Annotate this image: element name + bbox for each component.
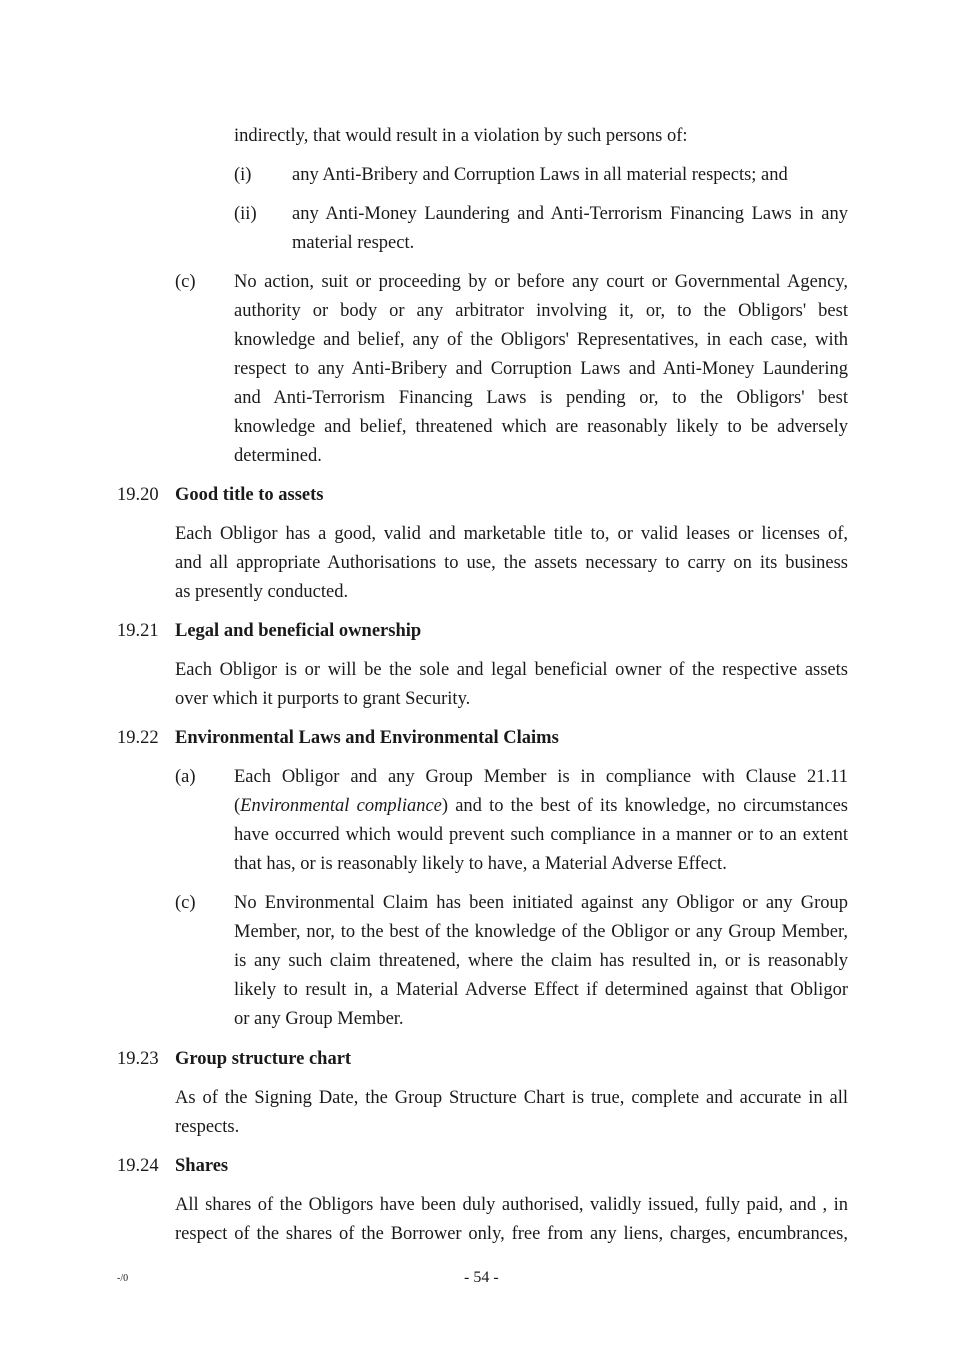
sub-item-label: (i) [234,165,252,185]
section-heading: Environmental Laws and Environmental Claims [175,728,559,748]
section-number: 19.23 [117,1049,159,1069]
paragraph-text: Each Obligor and any Group Member is in compliance with Clause 21.11 [234,767,848,787]
paragraph-text: determined. [234,446,322,466]
section-text: and all appropriate Authorisations to use, the assets necessary to carry on its business [175,553,848,573]
sub-item-text: any Anti-Money Laundering and Anti-Terrorism Financing Laws in any [292,204,848,224]
sub-item-text: material respect. [292,233,415,253]
clause-reference-italic: Environmental compliance [240,796,442,816]
paragraph-text: knowledge and belief, threatened which are reasonably likely to be adversely [234,417,848,437]
section-number: 19.21 [117,621,159,641]
section-text: As of the Signing Date, the Group Structure Chart is true, complete and accurate in all [175,1088,848,1108]
paragraph-text: is any such claim threatened, where the claim has resulted in, or is reasonably [234,951,848,971]
section-text: Each Obligor has a good, valid and marketable title to, or valid leases or licenses of, [175,524,848,544]
paragraph-text: authority or body or any arbitrator involving it, or, to the Obligors' best [234,301,848,321]
paragraph-text: knowledge and belief, any of the Obligors' Representatives, in each case, with [234,330,848,350]
section-number: 19.22 [117,728,159,748]
paragraph-text: and Anti-Terrorism Financing Laws is pending or, to the Obligors' best [234,388,848,408]
page-number: - 54 - [464,1269,499,1286]
section-text: respect of the shares of the Borrower only, free from any liens, charges, encumbrances, [175,1224,848,1244]
section-text: Each Obligor is or will be the sole and legal beneficial owner of the respective assets [175,660,848,680]
paragraph-text: Member, nor, to the best of the knowledge of the Obligor or any Group Member, [234,922,848,942]
paragraph-text: No Environmental Claim has been initiated against any Obligor or any Group [234,893,848,913]
footer-reference: -/0 [117,1273,129,1284]
paragraph-text: or any Group Member. [234,1009,404,1029]
section-heading: Shares [175,1156,229,1176]
paragraph-label: (a) [175,767,196,787]
section-number: 19.24 [117,1156,159,1176]
paragraph-label: (c) [175,893,196,913]
sub-item-label: (ii) [234,204,257,224]
section-heading: Good title to assets [175,485,324,505]
paragraph-text: that has, or is reasonably likely to have, a Material Adverse Effect. [234,854,727,874]
paragraph-text: respect to any Anti-Bribery and Corruption Laws and Anti-Money Laundering [234,359,848,379]
paragraph-text: (Environmental compliance) and to the best of its knowledge, no circumstances [234,796,848,816]
paragraph-text: No action, suit or proceeding by or before any court or Governmental Agency, [234,272,848,292]
intro-text: indirectly, that would result in a violation by such persons of: [234,126,688,146]
section-text: over which it purports to grant Security. [175,689,471,709]
section-heading: Legal and beneficial ownership [175,621,422,641]
paragraph-label: (c) [175,272,196,292]
section-text: All shares of the Obligors have been duly authorised, validly issued, fully paid, and , in [175,1195,848,1215]
sub-item-text: any Anti-Bribery and Corruption Laws in all material respects; and [292,165,788,185]
section-text: respects. [175,1117,240,1137]
paragraph-text: have occurred which would prevent such compliance in a manner or to an extent [234,825,848,845]
section-number: 19.20 [117,485,159,505]
section-heading: Group structure chart [175,1049,352,1069]
paragraph-text: likely to result in, a Material Adverse Effect if determined against that Obligor [234,980,848,1000]
section-text: as presently conducted. [175,582,349,602]
